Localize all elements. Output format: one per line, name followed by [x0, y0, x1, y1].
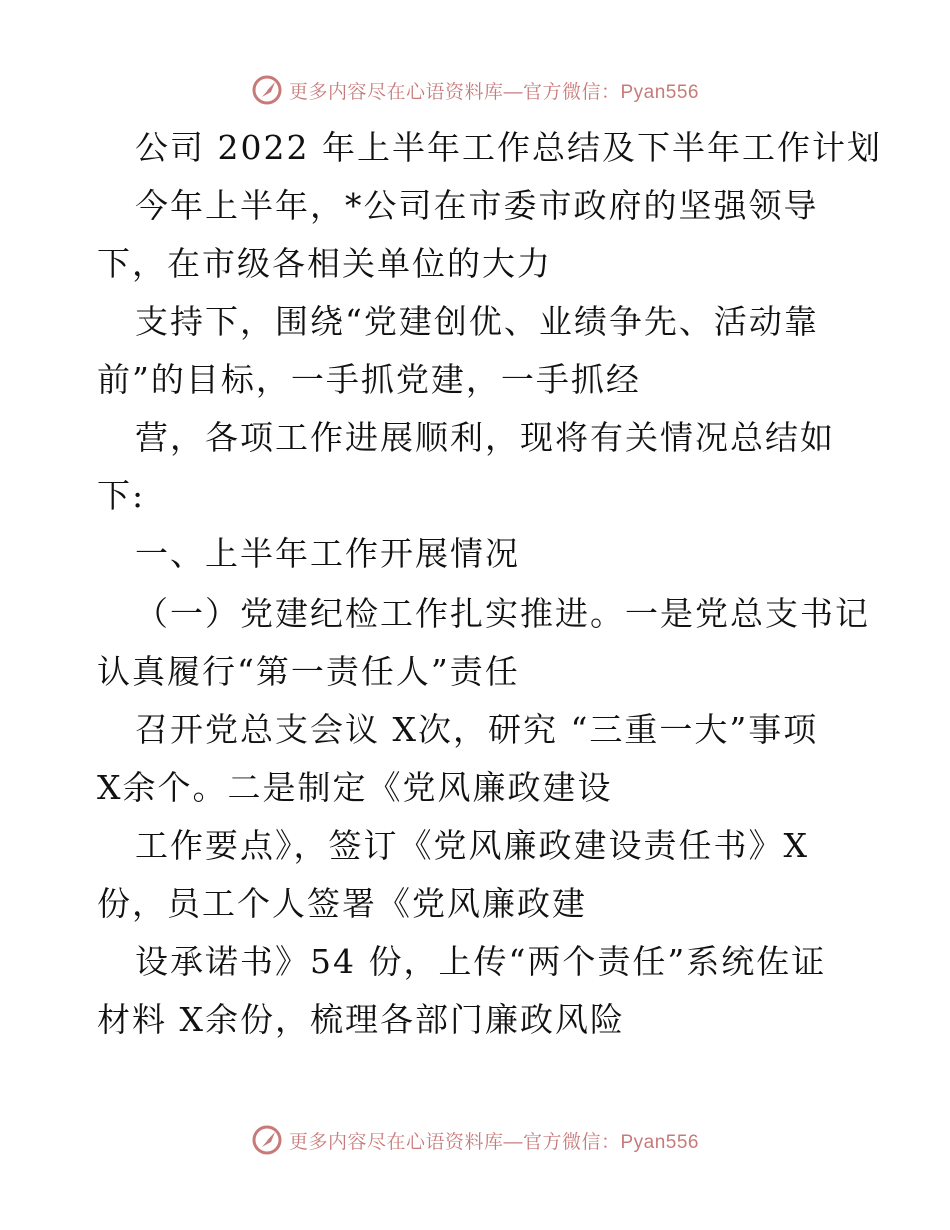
paragraph-line: 召开党总支会议 X次，研究 “三重一大”事项: [135, 710, 819, 749]
subsection-line: （一）党建纪检工作扎实推进。一是党总支书记: [135, 594, 870, 633]
document-title: 公司 2022 年上半年工作总结及下半年工作计划: [135, 128, 882, 167]
paragraph-line: 支持下，围绕“党建创优、业绩争先、活动靠: [135, 302, 819, 341]
feather-pen-logo-icon: [251, 1124, 283, 1156]
footer-watermark: [0, 1122, 950, 1158]
paragraph-line: 设承诺书》54 份，上传“两个责任”系统佐证: [135, 942, 827, 981]
paragraph-line: 材料 X余份，梳理各部门廉政风险: [97, 1000, 625, 1039]
paragraph-line: 今年上半年，*公司在市委市政府的坚强领导: [135, 186, 819, 225]
paragraph-line: 前”的目标，一手抓党建，一手抓经: [97, 360, 641, 399]
paragraph-line: 认真履行“第一责任人”责任: [97, 652, 520, 691]
paragraph-line: 工作要点》，签订《党风廉政建设责任书》X: [135, 826, 809, 865]
footer-watermark-text: 更多内容尽在心语资料库—官方微信：Pyan556: [288, 1131, 699, 1153]
paragraph-line: 份，员工个人签署《党风廉政建: [97, 884, 587, 923]
paragraph-line: 下:: [97, 476, 146, 515]
header-watermark-text: 更多内容尽在心语资料库—官方微信：Pyan556: [288, 81, 699, 103]
section-heading: 一、上半年工作开展情况: [135, 534, 520, 573]
paragraph-line: 下，在市级各相关单位的大力: [97, 244, 552, 283]
paragraph-line: 营，各项工作进展顺利，现将有关情况总结如: [135, 418, 835, 457]
paragraph-line: X余个。二是制定《党风廉政建设: [97, 768, 613, 807]
